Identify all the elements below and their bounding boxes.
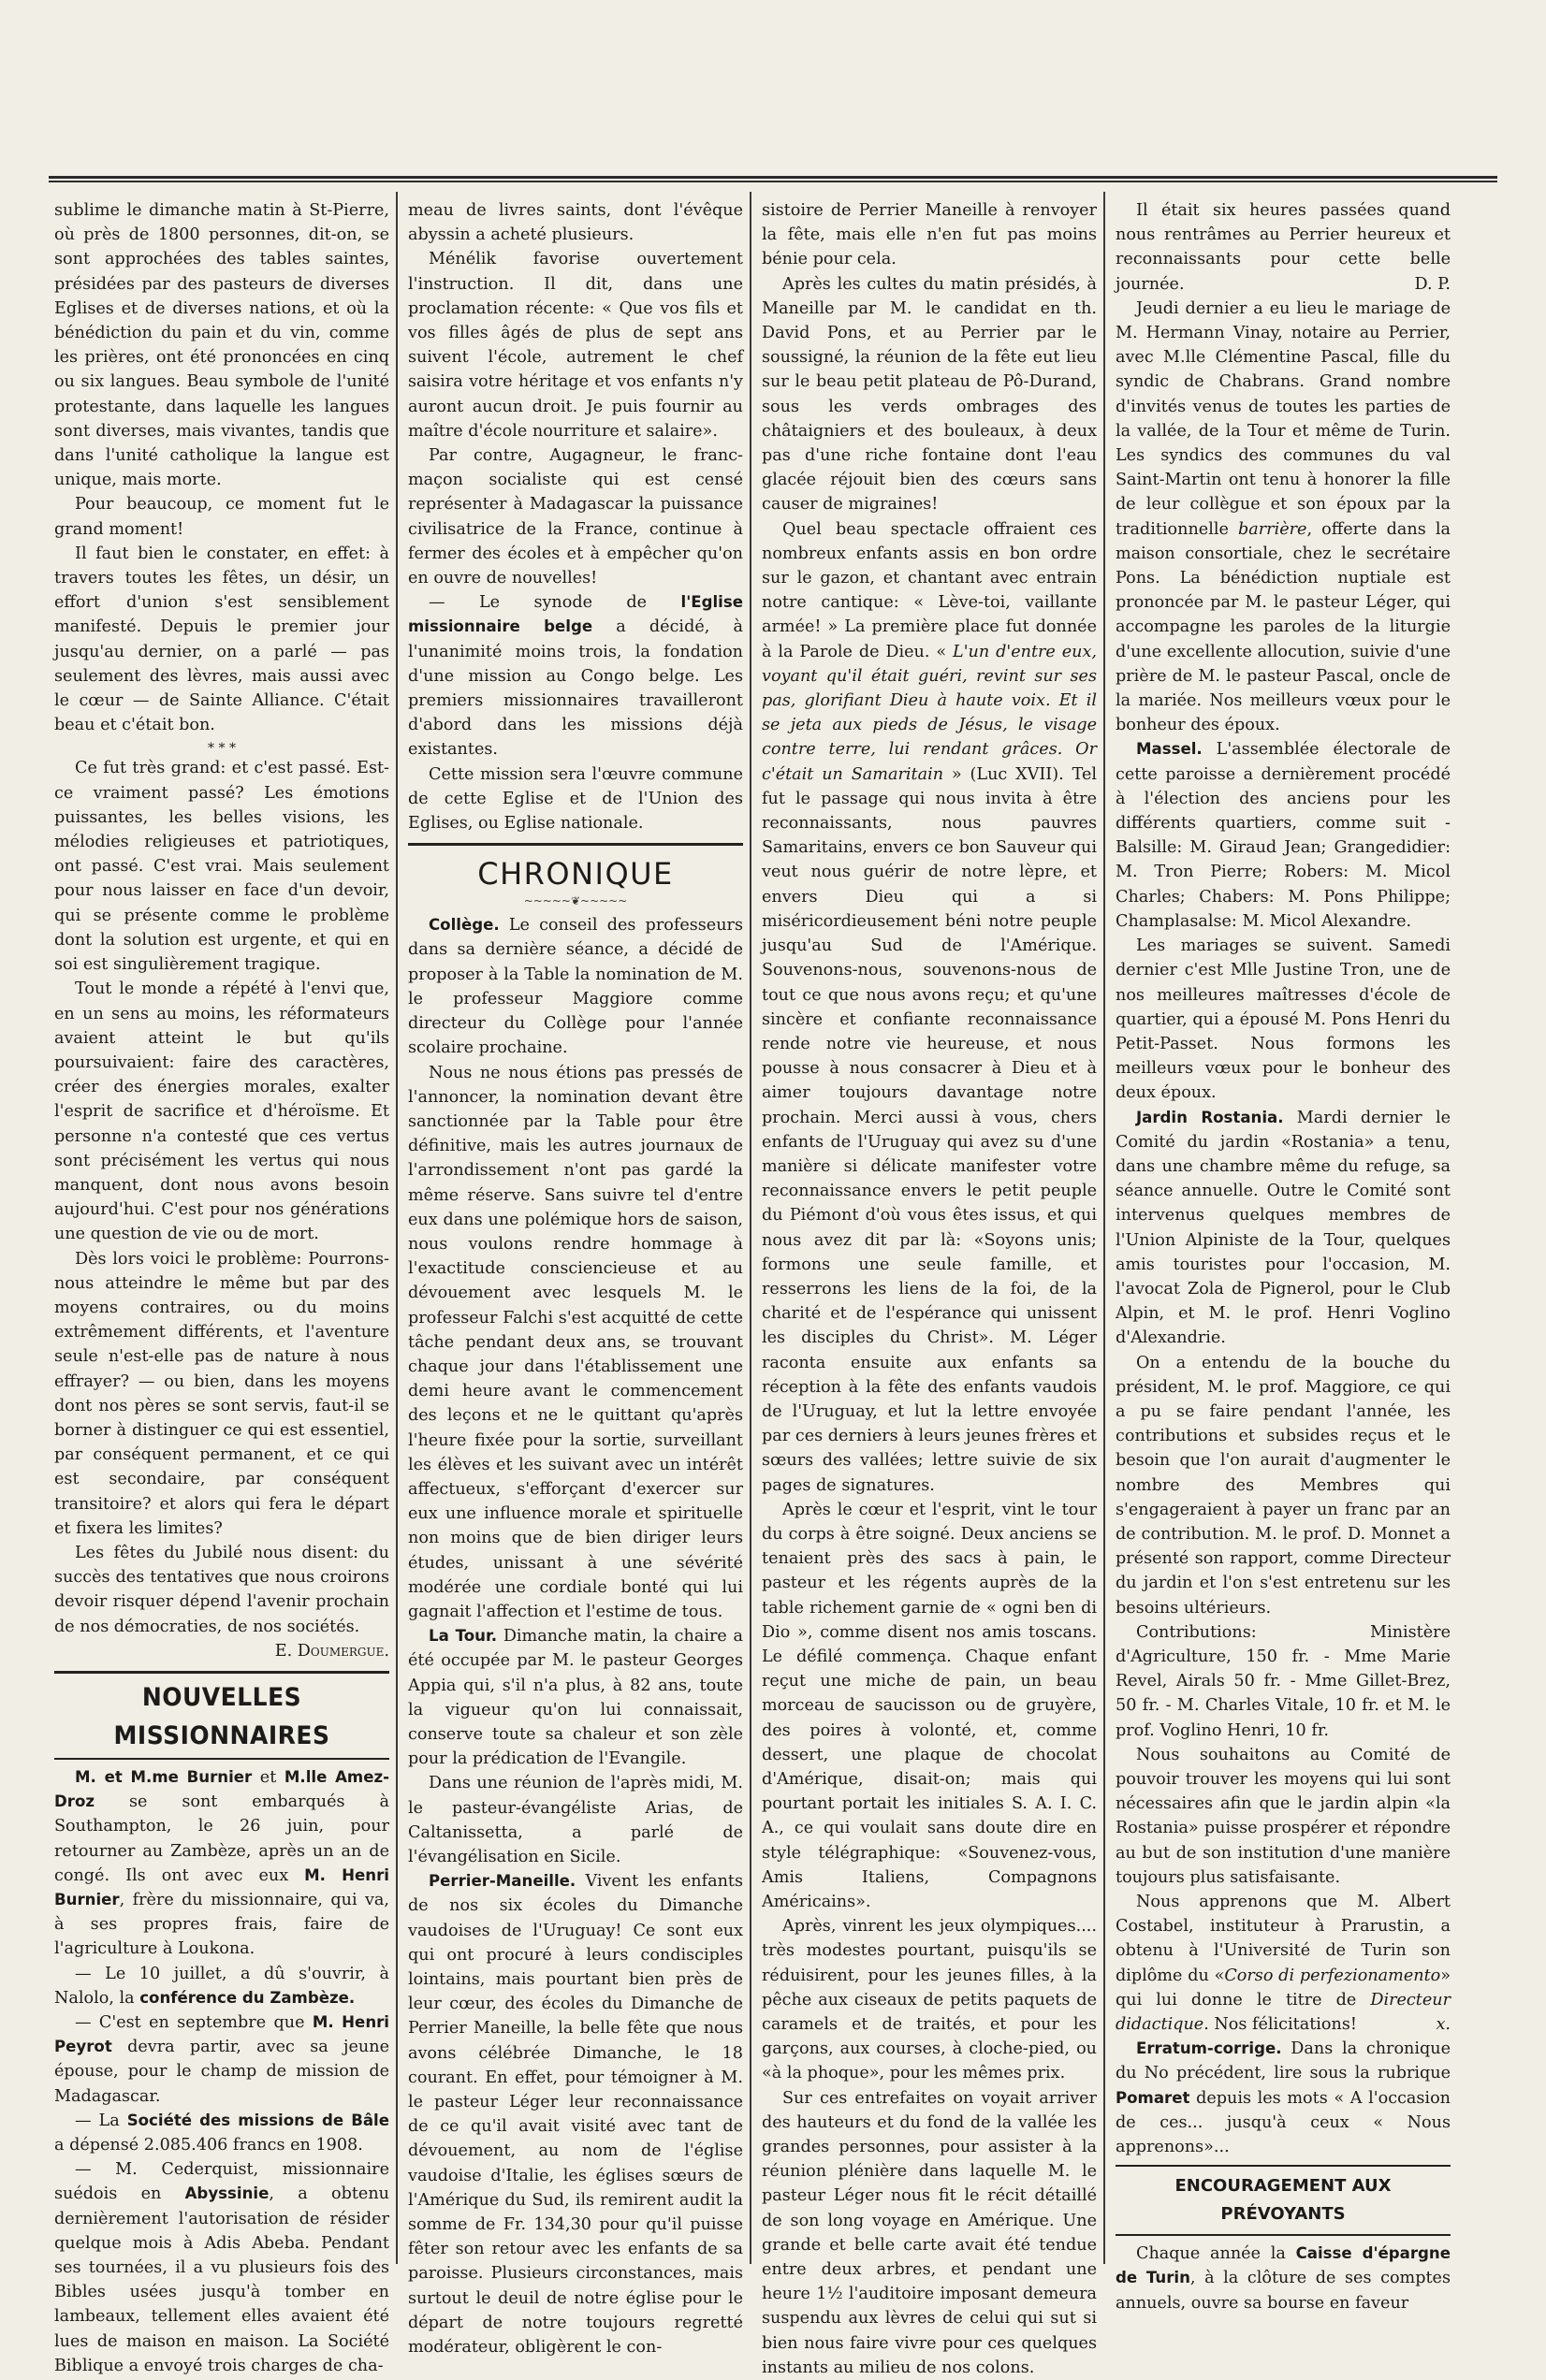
chronique-item-college (408, 913, 743, 1060)
text: , à la clôture de ses comptes annuels, ouvre sa bourse en faveur (1116, 2269, 1451, 2313)
text: et (252, 1767, 284, 1787)
paragraph: Contributions: Ministère d'Agriculture, 150 fr. - Mme Marie Revel, Airals 50 fr. - Mme Gillet-Brez, 50 fr. - M. Charles Vitale, 10 fr. et M. le prof. Voglino Henri, 10 fr. (1116, 1622, 1451, 1740)
italic-quote: L'un d'entre eux, voyant qu'il était guéri, revint sur ses pas, glorifiant Dieu à haute voix. Et il se jeta aux pieds de Jésus, le visage contre terre, lui rendant grâces. Or c'était un Samaritain (762, 642, 1097, 784)
section-rule (1116, 2165, 1451, 2167)
chronique-item-jardin (1116, 1106, 1451, 1351)
paragraph (762, 517, 1097, 1498)
text: a dépensé 2.085.406 francs en 1908. (54, 2136, 363, 2155)
text: Dimanche matin, la chaire a été occupée par M. le pasteur Georges Appia qui, s'il n'a plus, à 82 ans, toute la vigueur qu'on lui connaissait, conserve toute sa chaleur et son zèle pour la prédication de l'Evangile. (408, 1627, 743, 1769)
column-divider (1103, 192, 1105, 2264)
text: Le conseil des professeurs dans sa dernière séance, a décidé de proposer à la Table la nomination de M. le professeur Maggiore comme directeur du Collège pour l'année scolaire prochaine. (408, 916, 743, 1058)
text: — C'est en septembre que (75, 2013, 313, 2033)
column-divider (396, 192, 398, 2264)
bold-lead: M.lle Amez-Droz (54, 1767, 390, 1811)
bold-lead: La Tour. (429, 1627, 498, 1646)
bold-lead: M. Henri Burnier (54, 1865, 389, 1908)
section-rule (408, 843, 743, 846)
paragraph: sublime le dimanche matin à St-Pierre, où près de 1800 personnes, dit-on, se sont approchées des tables saintes, présidées par des pasteurs de diverses Eglises et de diverses nations, et où la bénédiction du pain et du vin, comme les prières, ont été prononcées en cinq ou six langues. Beau symbole de l'unité protestante, dans laquelle les langues sont diverses, mais vivantes, tandis que dans l'unité catholique la langue est unique, mais morte. (54, 201, 389, 490)
bold-lead: Abyssinie (184, 2184, 270, 2203)
text: » (Luc XVII). Tel fut le passage qui nous invita à être reconnaissants, nous pauvres Samaritains, envers ce bon Sauveur qui veut nous guérir de notre lèpre, et envers Dieu qui a si miséricordieusement béni notre peuple jusqu'au Sud de l'Amérique. Souvenons-nous, souvenons-nous de tout ce que nous avons reçu; et qu'une sincère et confiante reconnaissance rende notre vie heureuse, et nous pousse à nous consacrer à Dieu et à aimer toujours davantage notre prochain. Merci aussi à vous, chers enfants de l'Uruguay qui avez su d'une manière si délicate manifester votre reconnaissance envers le petit peuple du Piémont d'où vous êtes issus, et qui nous avez dit par là: «Soyons unis; formons une seule famille, et resserrons les liens de la foi, de la charité et de l'espérance qui unissent les disciples du Christ». M. Léger raconta ensuite aux enfants sa réception à la fête des enfants vaudois de l'Uruguay, et lut la lettre envoyée par ces derniers à leurs jeunes frères et sœurs des vallées; lettre suivie de six pages de signatures. (762, 764, 1097, 1495)
section-rule (54, 1758, 389, 1760)
section-rule (1116, 2234, 1451, 2236)
paragraph: meau de livres saints, dont l'évêque abyssin a acheté plusieurs. (408, 201, 743, 245)
text: Quel beau spectacle offraient ces nombreux enfants assis en bon ordre sur le gazon, et chantant avec entrain notre cantique: « Lève-toi, vaillante armée! » La première place fut donnée à la Parole de Dieu. « (762, 519, 1097, 661)
paragraph: Il faut bien le constater, en effet: à travers toutes les fêtes, un désir, un effort d'union s'est sensiblement manifesté. Depuis le premier jour jusqu'au dernier, on a parlé — pas seulement des lèvres, mais aussi avec le cœur — de Sainte Alliance. C'était beau et c'était bon. (54, 544, 389, 735)
news-item (408, 590, 743, 762)
paragraph (1116, 1890, 1451, 2037)
text: , a obtenu dernièrement l'autorisation de résider quelque mois à Adis Abeba. Pendant ses tournées, il a vu plusieurs fois des Bibles usées jusqu'à tomber en lambeaux, tellement elles avaient été lues de maison en maison. La Société Biblique a envoyé trois charges de cha- (54, 2184, 389, 2375)
paragraph: Nous ne nous étions pas pressés de l'annoncer, la nomination devant être sanctionnée par la Table pour être définitive, mais les autres journaux de l'arrondissement n'ont pas gardé la même réserve. Sans suivre tel d'entre eux dans une polémique hors de saison, nous voulons rendre hommage à l'exactitude consciencieuse et au dévouement avec lesquels M. le professeur Falchi s'est acquitté de cette tâche pendant deux ans, se trouvant chaque jour dans l'établissement une demi heure avant le commencement des leçons et ne le quittant qu'après l'heure fixée pour la sortie, surveillant les élèves et les suivant avec un intérêt affectueux, s'efforçant d'exercer sur eux une influence morale et spirituelle non moins que de bien diriger leurs études, unissant à une sévérité modérée une cordiale bonté qui lui gagnait l'affection et l'estime de tous. (408, 1063, 743, 1621)
bold-lead: l'Eglise missionnaire belge (408, 593, 743, 636)
paragraph (1116, 198, 1451, 297)
author-signature: D. P. (1414, 274, 1451, 294)
paragraph: Par contre, Augagneur, le franc-maçon socialiste qui est censé représenter à Madagascar la puissance civilisatrice de la France, continue à fermer des écoles et à empêcher qu'on en ouvre de nouvelles! (408, 446, 743, 588)
bold-lead: Massel. (1136, 740, 1203, 759)
text: depuis les mots « A l'occasion de ces... jusqu'à ceux « Nous apprenons»... (1116, 2088, 1451, 2157)
paragraph: Dès lors voici le problème: Pourrons-nous atteindre le même but par des moyens contraires, ou du moins extrêmement différents, et l'aventure seule n'est-elle pas de nature à nous effrayer? — ou bien, dans les moyens dont nos pères se sont servis, faut-il se borner à distinguer ce qui est essentiel, par conséquent permanent, et ce qui est secondaire, par conséquent transitoire? et alors qui fera le départ et fixera les limites? (54, 1249, 389, 1538)
text: — La (75, 2111, 127, 2130)
news-item (54, 2010, 389, 2109)
author-signature: E. Doumergue. (274, 1641, 389, 1661)
paragraph: Après les cultes du matin présidés, à Maneille par M. le candidat en th. David Pons, et au Perrier par le soussigné, la réunion de la fête eut lieu sur le beau petit plateau de Pô-Durand, sous les verds ombrages des châtaigniers et des bouleaux, à deux pas d'une riche fontaine dont l'eau glacée réjouit bien des cœurs sans causer de migraines! (762, 274, 1097, 515)
italic-word: Directeur didactique (1116, 1990, 1451, 2035)
column-divider (750, 192, 751, 2264)
chronique-item-perrier (408, 1869, 743, 2359)
text: devra partir, avec sa jeune épouse, pour le champ de mission de Madagascar. (54, 2038, 389, 2106)
text: Il était six heures passées quand nous rentrâmes au Perrier heureux et reconnaissants pour cette belle journée. (1116, 201, 1451, 294)
news-item (54, 2157, 389, 2378)
section-rule (54, 1671, 389, 1674)
text: — Le 10 juillet, a dû s'ouvrir, à Nalolo, la (54, 1964, 389, 2008)
text: Vivent les enfants de nos six écoles du Dimanche vaudoises de l'Uruguay! Ce sont eux qui ont procuré à leurs condisciples lointains, mais pourtant bien près de leur cœur, des écoles du Dimanche de Perrier Maneille, la belle fête que nous avons célébrée Dimanche, le 18 courant. En effet, pour témoigner à M. le pasteur Léger leur reconnaissance de ce qu'il avait visité avec tant de dévouement, au nom de l'église vaudoise d'Italie, les églises sœurs de l'Amérique du Sud, ils remirent audit la somme de Fr. 134,30 pour qu'il puisse fêter son retour avec les enfants de sa paroisse. Plusieurs circonstances, mais surtout le deuil de notre église pour le départ de notre toujours regretté modérateur, obligèrent le con- (408, 1872, 743, 2358)
ornament: ~~~~~❦~~~~~ (523, 894, 628, 908)
bold-lead: Société des missions de Bâle (126, 2111, 389, 2129)
text: L'assemblée électorale de cette paroisse a dernièrement procédé à l'élection des anciens pour les différents quartiers, comme suit - Balsille: M. Giraud Jean; Grangedidier: M. Tron Pierre; Robers: M. Micol Charles; Chabers: M. Pons Philippe; Champlasalse: M. Micol Alexandre. (1116, 740, 1451, 931)
bold-lead: Collège. (429, 916, 500, 935)
paragraph: Dans une réunion de l'après midi, M. le pasteur-évangéliste Arias, de Caltanissetta, a parlé de l'évangélisation en Sicile. (408, 1774, 743, 1866)
paragraph: Sur ces entrefaites on voyait arriver des hauteurs et du fond de la vallée les grandes personnes, pour assister à la réunion plénière dans laquelle M. le pasteur Léger nous fit le récit détaillé de son long voyage en Amérique. Une grande et belle carte avait été tendue entre deux arbres, et pendant une heure 1½ l'auditoire imposant demeura suspendu aux lèvres de celui qui sut si bien nous faire vivre pour ces quelques instants au milieu de nos colons. (762, 2088, 1097, 2377)
bold-lead: Perrier-Maneille. (429, 1872, 576, 1891)
bold-lead: Erratum-corrige. (1136, 2039, 1282, 2058)
paragraph (1116, 2242, 1451, 2315)
text: Chaque année la (1136, 2244, 1296, 2264)
paragraph: Après le cœur et l'esprit, vint le tour du corps à être soigné. Deux anciens se tenaient près des sacs à pain, le pasteur et les régents auprès de la table richement garnie de « ogni ben di Dio », comme disent nos amis toscans. Le défilé commença. Chaque enfant reçut une miche de pain, un beau morceau de saucisson ou de gruyère, des poires à volonté, et, comme dessert, une plaque de chocolat d'Amérique, disait-on; mais qui pourtant portait les initiales S. A. I. C. A., ce qui voulait sans doute dire en style télégraphique: «Souvenez-vous, Amis Italiens, Compagnons Américains». (762, 1500, 1097, 1912)
news-item (54, 1765, 389, 1962)
section-title-nouvelles: NOUVELLES MISSIONNAIRES (113, 1682, 330, 1750)
text: Jeudi dernier a eu lieu le mariage de M. Hermann Vinay, notaire au Perrier, avec M.lle Clémentine Pascal, fille du syndic de Chabrans. Grand nombre d'invités venus de toutes les parties de la vallée, de la Tour et même de Turin. Les syndics des communes du val Saint-Martin ont tenu à honorer la fille de leur collègue et son époux par la traditionnelle (1116, 298, 1451, 539)
paragraph: Cette mission sera l'œuvre commune de cette Eglise et de l'Union des Eglises, ou Eglise nationale. (408, 764, 743, 834)
paragraph: Ce fut très grand: et c'est passé. Est-ce vraiment passé? Les émotions puissantes, les belles visions, les mélodies religieuses et patriotiques, ont passé. C'est vrai. Mais seulement pour nous laisser en face d'un devoir, qui se présente comme le problème dont la solution est urgente, et qui en soi est singulièrement tragique. (54, 759, 389, 975)
paragraph: Après, vinrent les jeux olympiques.... très modestes pourtant, puisqu'ils se réduisirent, pour les jeunes filles, à la pêche aux ciseaux de petits paquets de caramels et de traités, et pour les garçons, aux courses, à cloche-pied, ou «à la phoque», pour les mêmes prix. (762, 1917, 1097, 2083)
top-double-rule (49, 176, 1497, 182)
section-title-encouragement: ENCOURAGEMENT AUX PRÉVOYANTS (1174, 2176, 1392, 2225)
bold-lead: Pomaret (1116, 2088, 1190, 2107)
chronique-item-massel (1116, 737, 1451, 934)
paragraph: Pour beaucoup, ce moment fut le grand moment! (54, 495, 389, 539)
text: Nous apprenons que M. Albert Costabel, instituteur à Prarustin, a obtenu à l'Université de Turin son diplôme du « (1116, 1893, 1451, 1985)
paragraph (1116, 297, 1451, 738)
text: , offerte dans la maison consortiale, chez le secrétaire Pons. La bénédiction nuptiale est prononcée par M. le pasteur Léger, qui accompagne les paroles de la liturgie d'une excellente allocution, suivie d'une prière de M. le pasteur Pascal, oncle de la mariée. Nos meilleurs vœux pour le bonheur des époux. (1116, 519, 1451, 735)
paragraph: Les fêtes du Jubilé nous disent: du succès des tentatives que nous croirons devoir risquer dépend l'avenir prochain de nos démocraties, de nos sociétés. (54, 1543, 389, 1636)
italic-word: Corso di perfezionamento (1224, 1966, 1441, 1985)
section-stars: * * * (208, 741, 236, 757)
author-signature: x. (1436, 2015, 1451, 2035)
italic-word: barrière (1238, 519, 1307, 539)
paragraph: Tout le monde a répété à l'envi que, en un sens au moins, les réformateurs avaient atteint le but qu'ils poursuivaient: faire des caractères, créer des énergies morales, exalter l'esprit de sacrifice et d'héroïsme. Et personne n'a contesté que ces vertus sont précisément les vertus qui nous manquent, dont nous avons besoin aujourd'hui. C'est pour nos générations une question de vie ou de mort. (54, 980, 389, 1244)
text: » qui lui donne le titre de (1116, 1966, 1451, 2010)
chronique-item-la-tour (408, 1624, 743, 1771)
text: se sont embarqués à Southampton, le 26 juin, pour retourner au Zambèze, après un an de congé. Ils ont avec eux (54, 1792, 389, 1885)
paragraph: Nous souhaitons au Comité de pouvoir trouver les moyens qui lui sont nécessaires afin que le jardin alpin «la Rostania» puisse prospérer et répondre au but de son institution d'une manière toujours plus satisfaisante. (1116, 1745, 1451, 1887)
text: Mardi dernier le Comité du jardin «Rostania» a tenu, dans une chambre même du refuge, sa séance annuelle. Outre le Comité sont intervenus quelques membres de l'Union Alpiniste de la Tour, quelques amis touristes pour l'occasion, M. l'avocat Zola de Pignerol, pour le Club Alpin, et M. le prof. Henri Voglino d'Alexandrie. (1116, 1108, 1451, 1348)
bold-lead: Jardin Rostania. (1136, 1108, 1284, 1126)
text: — M. Cederquist, missionnaire suédois en (54, 2160, 389, 2204)
text: Dans la chronique du No précédent, lire sous la rubrique (1116, 2039, 1451, 2083)
text: . Nos félicitations! (1203, 2015, 1357, 2035)
text: , frère du missionnaire, qui va, à ses propres frais, faire de l'agriculture à Loukona. (54, 1891, 389, 1959)
text: — Le synode de (429, 593, 681, 613)
paragraph: sistoire de Perrier Maneille à renvoyer la fête, mais elle n'en fut pas moins bénie pour cela. (762, 201, 1097, 269)
column-3 (762, 198, 1097, 2377)
column-1 (54, 198, 390, 2375)
paragraph: Les mariages se suivent. Samedi dernier c'est Mlle Justine Tron, une de nos meilleures maîtresses d'école de quartier, qui a épousé M. Pons Henri du Petit-Passet. Nous formons les meilleurs vœux pour le bonheur des deux époux. (1116, 936, 1451, 1103)
column-4 (1116, 198, 1451, 2313)
text: a décidé, à l'unanimité moins trois, la fondation d'une mission au Congo belge. Les premiers missionnaires travailleront d'abord dans les missions déjà existantes. (408, 617, 743, 760)
bold-lead: conférence du Zambèze. (139, 1988, 356, 2007)
chronique-item-erratum (1116, 2037, 1451, 2159)
bold-lead: M. et M.me Burnier (75, 1767, 253, 1786)
paragraph: Ménélik favorise ouvertement l'instruction. Il dit, dans une proclamation récente: « Que vos fils et vos filles âgés de plus de sept ans suivent l'école, autrement le chef saisira votre héritage et vos enfants n'y auront aucun droit. Je puis fournir au maître d'école nourriture et salaire». (408, 250, 743, 441)
column-2 (408, 198, 743, 2358)
news-item (54, 2109, 389, 2157)
news-item (54, 1962, 389, 2010)
paragraph: On a entendu de la bouche du président, M. le prof. Maggiore, ce qui a pu se faire pendant l'année, les contributions et subsides reçus et le besoin que l'on aurait d'augmenter le nombre des Membres qui s'engageraient à payer un franc par an de contribution. M. le prof. D. Monnet a présenté son rapport, comme Directeur du jardin et l'on s'est entretenu sur les besoins ultérieurs. (1116, 1353, 1451, 1618)
bold-lead: Caisse d'épargne de Turin (1116, 2244, 1451, 2287)
bold-lead: M. Henri Peyrot (54, 2013, 389, 2056)
section-title-chronique: CHRONIQUE (477, 856, 674, 892)
